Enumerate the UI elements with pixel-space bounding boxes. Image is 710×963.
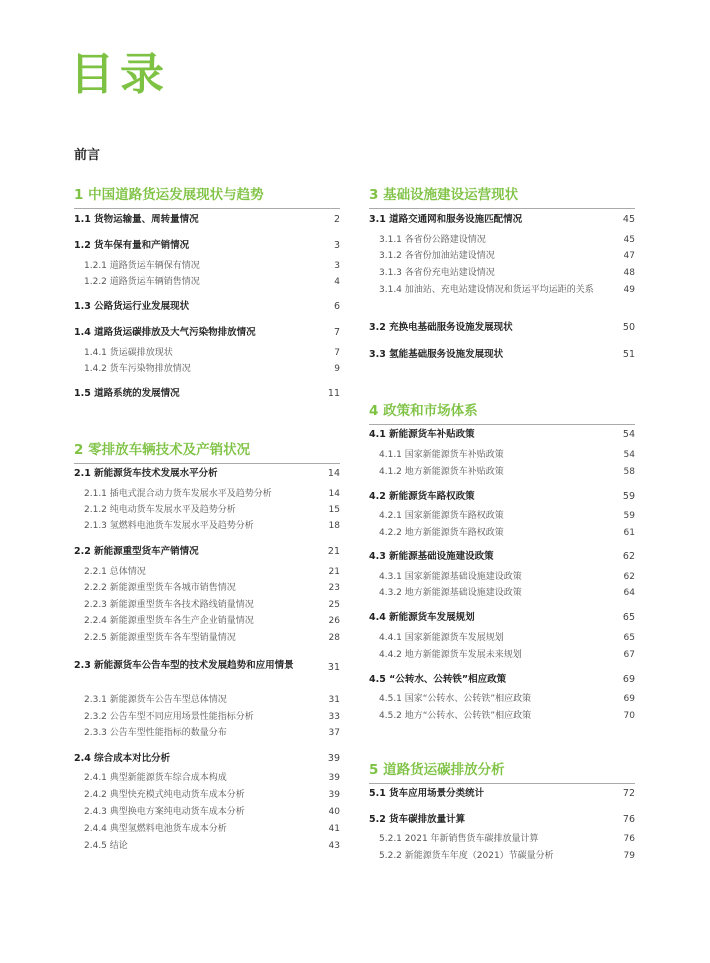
toc-entry-title: 1.4.2 货车污染物排放情况 bbox=[84, 364, 191, 374]
toc-entry-title: 2.1.3 氢燃料电池货车发展水平及趋势分析 bbox=[84, 521, 254, 531]
toc-subsection-entry[interactable] bbox=[74, 565, 340, 579]
toc-page-number: 51 bbox=[622, 349, 635, 360]
toc-page-number: 48 bbox=[623, 268, 635, 278]
toc-entry-title: 4.1.1 国家新能源货车补贴政策 bbox=[379, 450, 504, 460]
toc-preface[interactable]: 前言 bbox=[74, 148, 101, 163]
toc-subsection-entry[interactable] bbox=[369, 570, 635, 584]
toc-entry-title: 2.2.5 新能源重型货车各车型销量情况 bbox=[84, 633, 236, 643]
toc-entry-title: 4.5 “公转水、公转铁”相应政策 bbox=[369, 674, 507, 685]
toc-entry-title: 2.3 新能源货车公告车型的技术发展趋势和应用情景 bbox=[74, 660, 294, 671]
toc-page-number: 76 bbox=[623, 834, 635, 844]
toc-subsection-entry[interactable] bbox=[74, 259, 340, 273]
toc-subsection-entry[interactable] bbox=[74, 693, 340, 707]
toc-entry-title: 1.4.1 货运碳排放现状 bbox=[84, 348, 173, 358]
toc-subsection-entry[interactable] bbox=[369, 709, 635, 723]
toc-chapter-heading[interactable]: 5 道路货运碳排放分析 bbox=[369, 761, 635, 784]
toc-subsection-entry[interactable] bbox=[369, 266, 635, 280]
toc-subsection-entry[interactable] bbox=[74, 710, 340, 724]
toc-page-number: 49 bbox=[623, 285, 635, 295]
toc-entry-title: 2.4.2 典型快充模式纯电动货车成本分析 bbox=[84, 790, 245, 800]
toc-entry-title: 2.2.4 新能源重型货车各生产企业销量情况 bbox=[84, 616, 254, 626]
page-title: 目录 bbox=[70, 49, 170, 100]
toc-page-number: 58 bbox=[623, 467, 635, 477]
toc-entry-title: 2.2.1 总体情况 bbox=[84, 567, 146, 577]
toc-page-number: 28 bbox=[328, 633, 340, 643]
toc-page-number: 72 bbox=[622, 788, 635, 799]
toc-page-number: 6 bbox=[333, 301, 340, 312]
toc-section-entry[interactable] bbox=[74, 752, 340, 766]
toc-subsection-entry[interactable] bbox=[74, 362, 340, 376]
toc-subsection-entry[interactable] bbox=[74, 726, 340, 740]
toc-page-number: 69 bbox=[622, 674, 635, 685]
toc-entry-title: 1.2 货车保有量和产销情况 bbox=[74, 240, 190, 251]
toc-subsection-entry[interactable] bbox=[369, 249, 635, 263]
toc-entry-title: 3.3 氢能基础服务设施发展现状 bbox=[369, 349, 504, 360]
toc-entry-title: 1.2.1 道路货运车辆保有情况 bbox=[84, 261, 200, 271]
toc-page-number: 21 bbox=[327, 546, 340, 557]
toc-subsection-entry[interactable] bbox=[74, 631, 340, 645]
toc-entry-title: 5.2 货车碳排放量计算 bbox=[369, 814, 466, 825]
toc-subsection-entry[interactable] bbox=[74, 487, 340, 501]
toc-entry-title: 3.2 充换电基础服务设施发展现状 bbox=[369, 322, 513, 333]
toc-page-number: 15 bbox=[328, 505, 340, 515]
toc-section-entry[interactable] bbox=[369, 550, 635, 564]
toc-entry-title: 2.4.1 典型新能源货车综合成本构成 bbox=[84, 773, 227, 783]
toc-page-number: 61 bbox=[623, 528, 635, 538]
toc-page-number: 65 bbox=[623, 633, 635, 643]
toc-page-number: 64 bbox=[623, 588, 635, 598]
toc-section-entry[interactable] bbox=[74, 545, 340, 559]
toc-section-entry[interactable] bbox=[74, 213, 340, 227]
toc-page-number: 62 bbox=[623, 572, 635, 582]
toc-page-number: 23 bbox=[328, 583, 340, 593]
toc-entry-title: 1.4 道路货运碳排放及大气污染物排放情况 bbox=[74, 327, 256, 338]
toc-entry-title: 3.1.3 各省份充电站建设情况 bbox=[379, 268, 495, 278]
toc-subsection-entry[interactable] bbox=[369, 849, 635, 863]
toc-subsection-entry[interactable] bbox=[74, 275, 340, 289]
toc-section-entry[interactable] bbox=[369, 673, 635, 687]
toc-entry-title: 5.2.2 新能源货车年度（2021）节碳量分析 bbox=[379, 851, 554, 861]
toc-entry-title: 3.1.4 加油站、充电站建设情况和货运平均运距的关系 bbox=[379, 285, 594, 295]
toc-entry-title: 2.1 新能源货车技术发展水平分析 bbox=[74, 468, 218, 479]
toc-subsection-entry[interactable] bbox=[369, 448, 635, 462]
toc-entry-title: 2.1.2 纯电动货车发展水平及趋势分析 bbox=[84, 505, 236, 515]
toc-page-number: 37 bbox=[328, 728, 340, 738]
toc-page-number: 26 bbox=[328, 616, 340, 626]
toc-page-number: 69 bbox=[623, 694, 635, 704]
toc-page-number: 7 bbox=[333, 327, 340, 338]
toc-chapter-heading[interactable]: 4 政策和市场体系 bbox=[369, 402, 635, 425]
toc-entry-title: 2.2 新能源重型货车产销情况 bbox=[74, 546, 199, 557]
toc-entry-title: 4.3 新能源基础设施建设政策 bbox=[369, 551, 494, 562]
toc-subsection-entry[interactable] bbox=[74, 771, 340, 785]
toc-entry-title: 2.4.3 典型换电方案纯电动货车成本分析 bbox=[84, 807, 245, 817]
toc-page-number: 18 bbox=[328, 521, 340, 531]
toc-page-number: 45 bbox=[622, 214, 635, 225]
toc-page-number: 39 bbox=[327, 753, 340, 764]
toc-entry-title: 4.4 新能源货车发展规划 bbox=[369, 612, 475, 623]
toc-page-number: 39 bbox=[328, 790, 340, 800]
toc-page-number: 54 bbox=[622, 429, 635, 440]
toc-entry-title: 1.2.2 道路货运车辆销售情况 bbox=[84, 277, 200, 287]
toc-section-entry[interactable] bbox=[74, 239, 340, 253]
toc-entry-title: 1.1 货物运输量、周转量情况 bbox=[74, 214, 199, 225]
toc-page-number: 14 bbox=[328, 489, 340, 499]
toc-page-number: 25 bbox=[328, 600, 340, 610]
toc-subsection-entry[interactable] bbox=[74, 581, 340, 595]
toc-subsection-entry[interactable] bbox=[74, 788, 340, 802]
toc-page-number: 47 bbox=[623, 251, 635, 261]
toc-subsection-entry[interactable] bbox=[369, 526, 635, 540]
toc-entry-title: 2.3.2 公告车型不同应用场景性能指标分析 bbox=[84, 712, 254, 722]
toc-subsection-entry[interactable] bbox=[369, 509, 635, 523]
toc-page-number: 41 bbox=[328, 824, 340, 834]
toc-chapter-heading[interactable]: 2 零排放车辆技术及产销状况 bbox=[74, 441, 340, 464]
toc-section-entry[interactable] bbox=[369, 321, 635, 335]
toc-entry-title: 1.5 道路系统的发展情况 bbox=[74, 388, 180, 399]
toc-page-number: 9 bbox=[334, 364, 340, 374]
toc-entry-title: 4.4.2 地方新能源货车发展未来规划 bbox=[379, 650, 522, 660]
toc-section-entry[interactable] bbox=[369, 428, 635, 442]
toc-section-entry[interactable] bbox=[369, 611, 635, 625]
toc-subsection-entry[interactable] bbox=[74, 822, 340, 836]
toc-subsection-entry[interactable] bbox=[74, 805, 340, 819]
toc-subsection-entry[interactable] bbox=[369, 631, 635, 645]
toc-page-number: 2 bbox=[333, 214, 340, 225]
toc-entry-title: 4.4.1 国家新能源货车发展规划 bbox=[379, 633, 504, 643]
toc-subsection-entry[interactable] bbox=[369, 648, 635, 662]
toc-entry-title: 3.1.2 各省份加油站建设情况 bbox=[379, 251, 495, 261]
toc-page-number: 43 bbox=[328, 841, 340, 851]
toc-chapter-heading[interactable]: 1 中国道路货运发展现状与趋势 bbox=[74, 186, 340, 209]
toc-section-entry[interactable] bbox=[74, 300, 340, 314]
toc-page-number: 4 bbox=[334, 277, 340, 287]
toc-entry-title: 3.1 道路交通网和服务设施匹配情况 bbox=[369, 214, 523, 225]
toc-subsection-entry[interactable] bbox=[369, 233, 635, 247]
toc-entry-title: 2.1.1 插电式混合动力货车发展水平及趋势分析 bbox=[84, 489, 272, 499]
toc-subsection-entry[interactable] bbox=[369, 283, 635, 297]
toc-section-entry[interactable] bbox=[369, 813, 635, 827]
toc-entry-title: 2.4 综合成本对比分析 bbox=[74, 753, 171, 764]
toc-subsection-entry[interactable] bbox=[74, 598, 340, 612]
toc-entry-title: 4.3.1 国家新能源基础设施建设政策 bbox=[379, 572, 522, 582]
toc-page-number: 54 bbox=[623, 450, 635, 460]
toc-entry-title: 2.4.4 典型氢燃料电池货车成本分析 bbox=[84, 824, 227, 834]
toc-entry-title: 1.3 公路货运行业发展现状 bbox=[74, 301, 190, 312]
toc-entry-title: 4.2.2 地方新能源货车路权政策 bbox=[379, 528, 504, 538]
toc-entry-title: 4.2.1 国家新能源货车路权政策 bbox=[379, 511, 504, 521]
toc-subsection-entry[interactable] bbox=[74, 519, 340, 533]
toc-entry-title: 2.3.3 公告车型性能指标的数量分布 bbox=[84, 728, 227, 738]
toc-subsection-entry[interactable] bbox=[369, 586, 635, 600]
toc-entry-title: 2.2.2 新能源重型货车各城市销售情况 bbox=[84, 583, 236, 593]
toc-section-entry[interactable] bbox=[369, 787, 635, 801]
toc-page-number: 59 bbox=[623, 511, 635, 521]
toc-page-number: 31 bbox=[327, 662, 340, 673]
toc-entry-title: 2.3.1 新能源货车公告车型总体情况 bbox=[84, 695, 227, 705]
toc-page-number: 76 bbox=[622, 814, 635, 825]
toc-entry-title: 5.2.1 2021 年新销售货车碳排放量计算 bbox=[379, 834, 539, 844]
toc-entry-title: 2.4.5 结论 bbox=[84, 841, 128, 851]
toc-page-number: 3 bbox=[334, 261, 340, 271]
toc-page-number: 3 bbox=[333, 240, 340, 251]
toc-entry-title: 4.3.2 地方新能源基础设施建设政策 bbox=[379, 588, 522, 598]
toc-subsection-entry[interactable] bbox=[369, 692, 635, 706]
toc-page-number: 39 bbox=[328, 773, 340, 783]
toc-subsection-entry[interactable] bbox=[74, 839, 340, 853]
toc-page-number: 14 bbox=[327, 468, 340, 479]
toc-page-number: 67 bbox=[623, 650, 635, 660]
toc-section-entry[interactable] bbox=[74, 657, 340, 675]
toc-section-entry[interactable] bbox=[369, 213, 635, 227]
toc-section-entry[interactable] bbox=[369, 348, 635, 362]
toc-section-entry[interactable] bbox=[369, 490, 635, 504]
toc-page-number: 70 bbox=[623, 711, 635, 721]
toc-page-number: 33 bbox=[328, 712, 340, 722]
toc-section-entry[interactable] bbox=[74, 467, 340, 481]
toc-page-number: 50 bbox=[622, 322, 635, 333]
toc-entry-title: 3.1.1 各省份公路建设情况 bbox=[379, 235, 486, 245]
toc-subsection-entry[interactable] bbox=[74, 614, 340, 628]
toc-entry-title: 4.5.1 国家“公转水、公转铁”相应政策 bbox=[379, 694, 532, 704]
toc-page-number: 31 bbox=[328, 695, 340, 705]
toc-page-number: 11 bbox=[327, 388, 340, 399]
toc-chapter-heading[interactable]: 3 基础设施建设运营现状 bbox=[369, 186, 635, 209]
toc-entry-title: 4.2 新能源货车路权政策 bbox=[369, 491, 475, 502]
toc-subsection-entry[interactable] bbox=[369, 832, 635, 846]
toc-page-number: 45 bbox=[623, 235, 635, 245]
toc-section-entry[interactable] bbox=[74, 326, 340, 340]
toc-subsection-entry[interactable] bbox=[74, 346, 340, 360]
toc-section-entry[interactable] bbox=[74, 387, 340, 401]
toc-page-number: 40 bbox=[328, 807, 340, 817]
toc-page-number: 79 bbox=[623, 851, 635, 861]
toc-entry-title: 4.5.2 地方“公转水、公转铁”相应政策 bbox=[379, 711, 532, 721]
toc-entry-title: 4.1.2 地方新能源货车补贴政策 bbox=[379, 467, 504, 477]
toc-entry-title: 2.2.3 新能源重型货车各技术路线销量情况 bbox=[84, 600, 254, 610]
toc-subsection-entry[interactable] bbox=[74, 503, 340, 517]
toc-page-number: 65 bbox=[622, 612, 635, 623]
toc-page-number: 21 bbox=[328, 567, 340, 577]
toc-page-number: 62 bbox=[622, 551, 635, 562]
toc-subsection-entry[interactable] bbox=[369, 465, 635, 479]
toc-entry-title: 5.1 货车应用场景分类统计 bbox=[369, 788, 485, 799]
toc-entry-title: 4.1 新能源货车补贴政策 bbox=[369, 429, 475, 440]
toc-page-number: 59 bbox=[622, 491, 635, 502]
toc-page-number: 7 bbox=[334, 348, 340, 358]
